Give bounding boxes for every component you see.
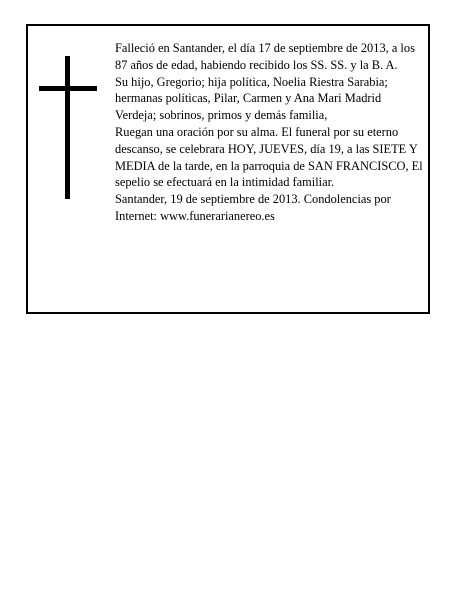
obituary-notice: [26, 24, 430, 314]
date-and-condolences: Santander, 19 de septiembre de 2013. Condolencias por Internet: www.funerarianereo.es: [115, 192, 391, 223]
cross-horizontal-bar: [39, 86, 97, 91]
family-list: Su hijo, Gregorio; hija política, Noelia Riestra Sarabia; hermanas políticas, Pilar, Carmen y Ana Mari Madrid Verdeja; sobrinos, primos y demás familia,: [115, 74, 388, 123]
death-announcement: Falleció en Santander, el día 17 de septiembre de 2013, a los 87 años de edad, habiendo recibido los SS. SS. y la B. A.: [115, 41, 415, 72]
funeral-details: Ruegan una oración por su alma. El funeral por su eterno descanso, se celebrara HOY, JUEVES, día 19, a las SIETE Y MEDIA de la tarde, en la parroquia de SAN FRANCISCO, El sepelio se efectuará en la intimidad familiar.: [115, 124, 423, 190]
cross-vertical-bar: [65, 56, 70, 199]
notice-text: [115, 40, 423, 225]
